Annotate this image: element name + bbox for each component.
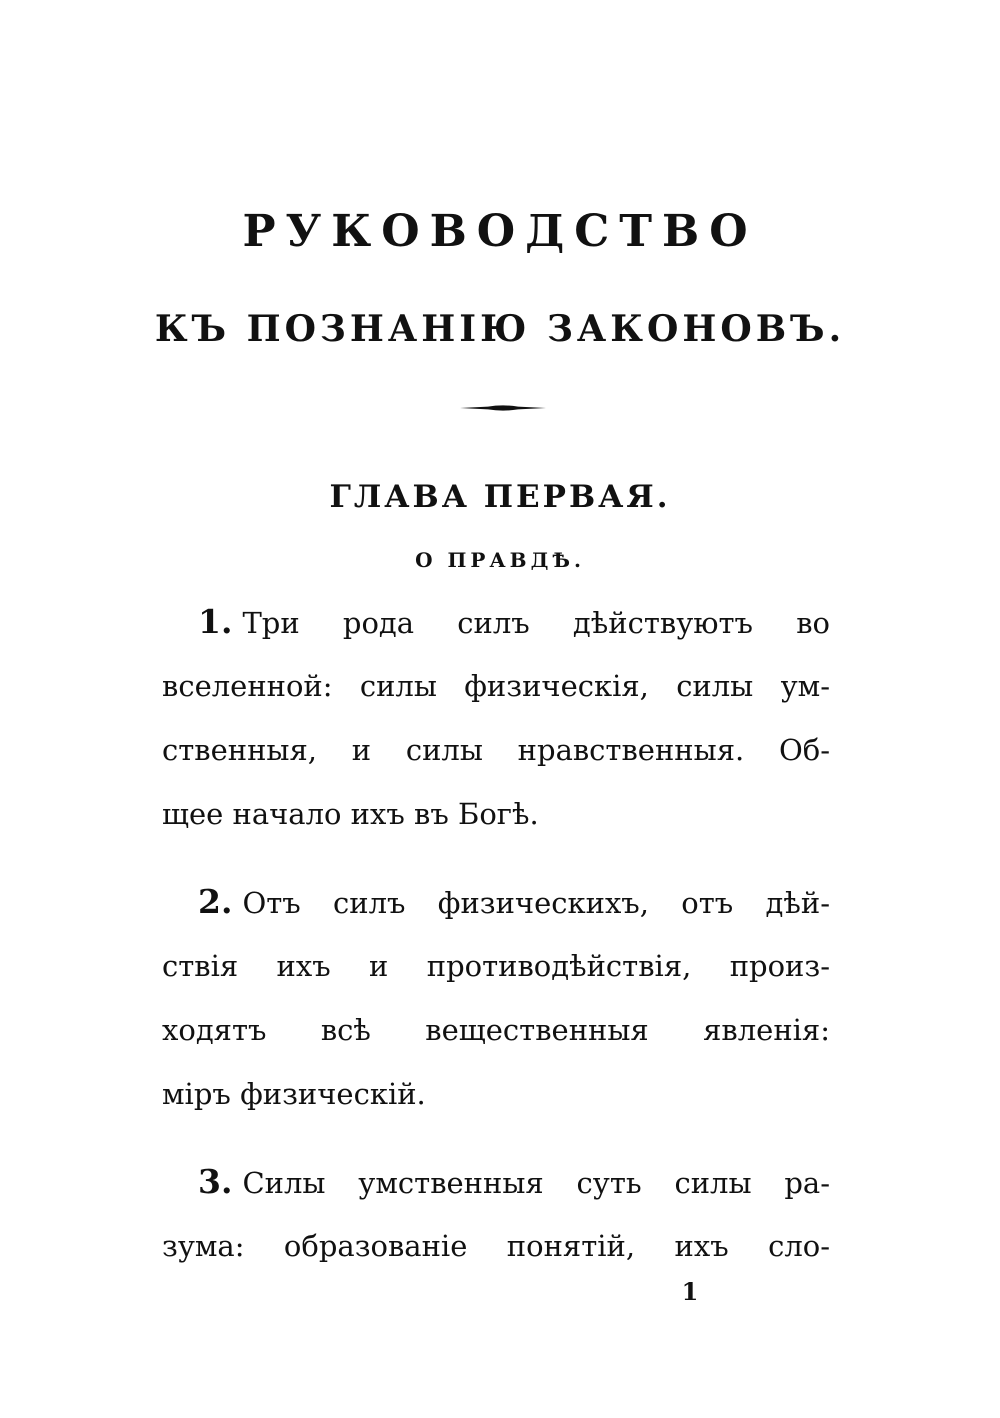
page-title: РУКОВОДСТВО (242, 206, 758, 257)
chapter-subheading: О ПРАВДѢ. (415, 548, 585, 572)
paragraph-number: 2. (198, 882, 233, 921)
paragraph-number: 3. (198, 1162, 233, 1201)
chapter-heading: ГЛАВА ПЕРВАЯ. (329, 479, 671, 515)
paragraph-line: міръ физическій. (162, 1077, 426, 1111)
page-number: 1 (681, 1277, 699, 1306)
paragraph-line: 1. Три рода силъ дѣйствуютъ во (198, 602, 830, 641)
paragraph-line: 2. Отъ силъ физическихъ, отъ дѣй- (198, 882, 830, 921)
paragraph-line: ствія ихъ и противодѣйствія, произ- (162, 949, 830, 983)
paragraph-2 (162, 870, 830, 1126)
paragraph-line: зума: образованіе понятій, ихъ сло- (162, 1229, 830, 1263)
paragraph-line: ственныя, и силы нравственныя. Об- (162, 733, 830, 767)
ornamental-divider (458, 398, 548, 418)
paragraph-line: вселенной: силы физическія, силы ум- (162, 669, 830, 703)
paragraph-line: 3. Силы умственныя суть силы ра- (198, 1162, 830, 1201)
paragraph-1 (162, 590, 830, 846)
paragraph-line: ходятъ всѣ вещественныя явленія: (162, 1013, 830, 1047)
paragraph-line: щее начало ихъ въ Богѣ. (162, 797, 539, 831)
paragraph-3 (162, 1150, 830, 1278)
paragraph-number: 1. (198, 602, 233, 641)
page-subtitle: КЪ ПОЗНАНІЮ ЗАКОНОВЪ. (154, 308, 846, 350)
